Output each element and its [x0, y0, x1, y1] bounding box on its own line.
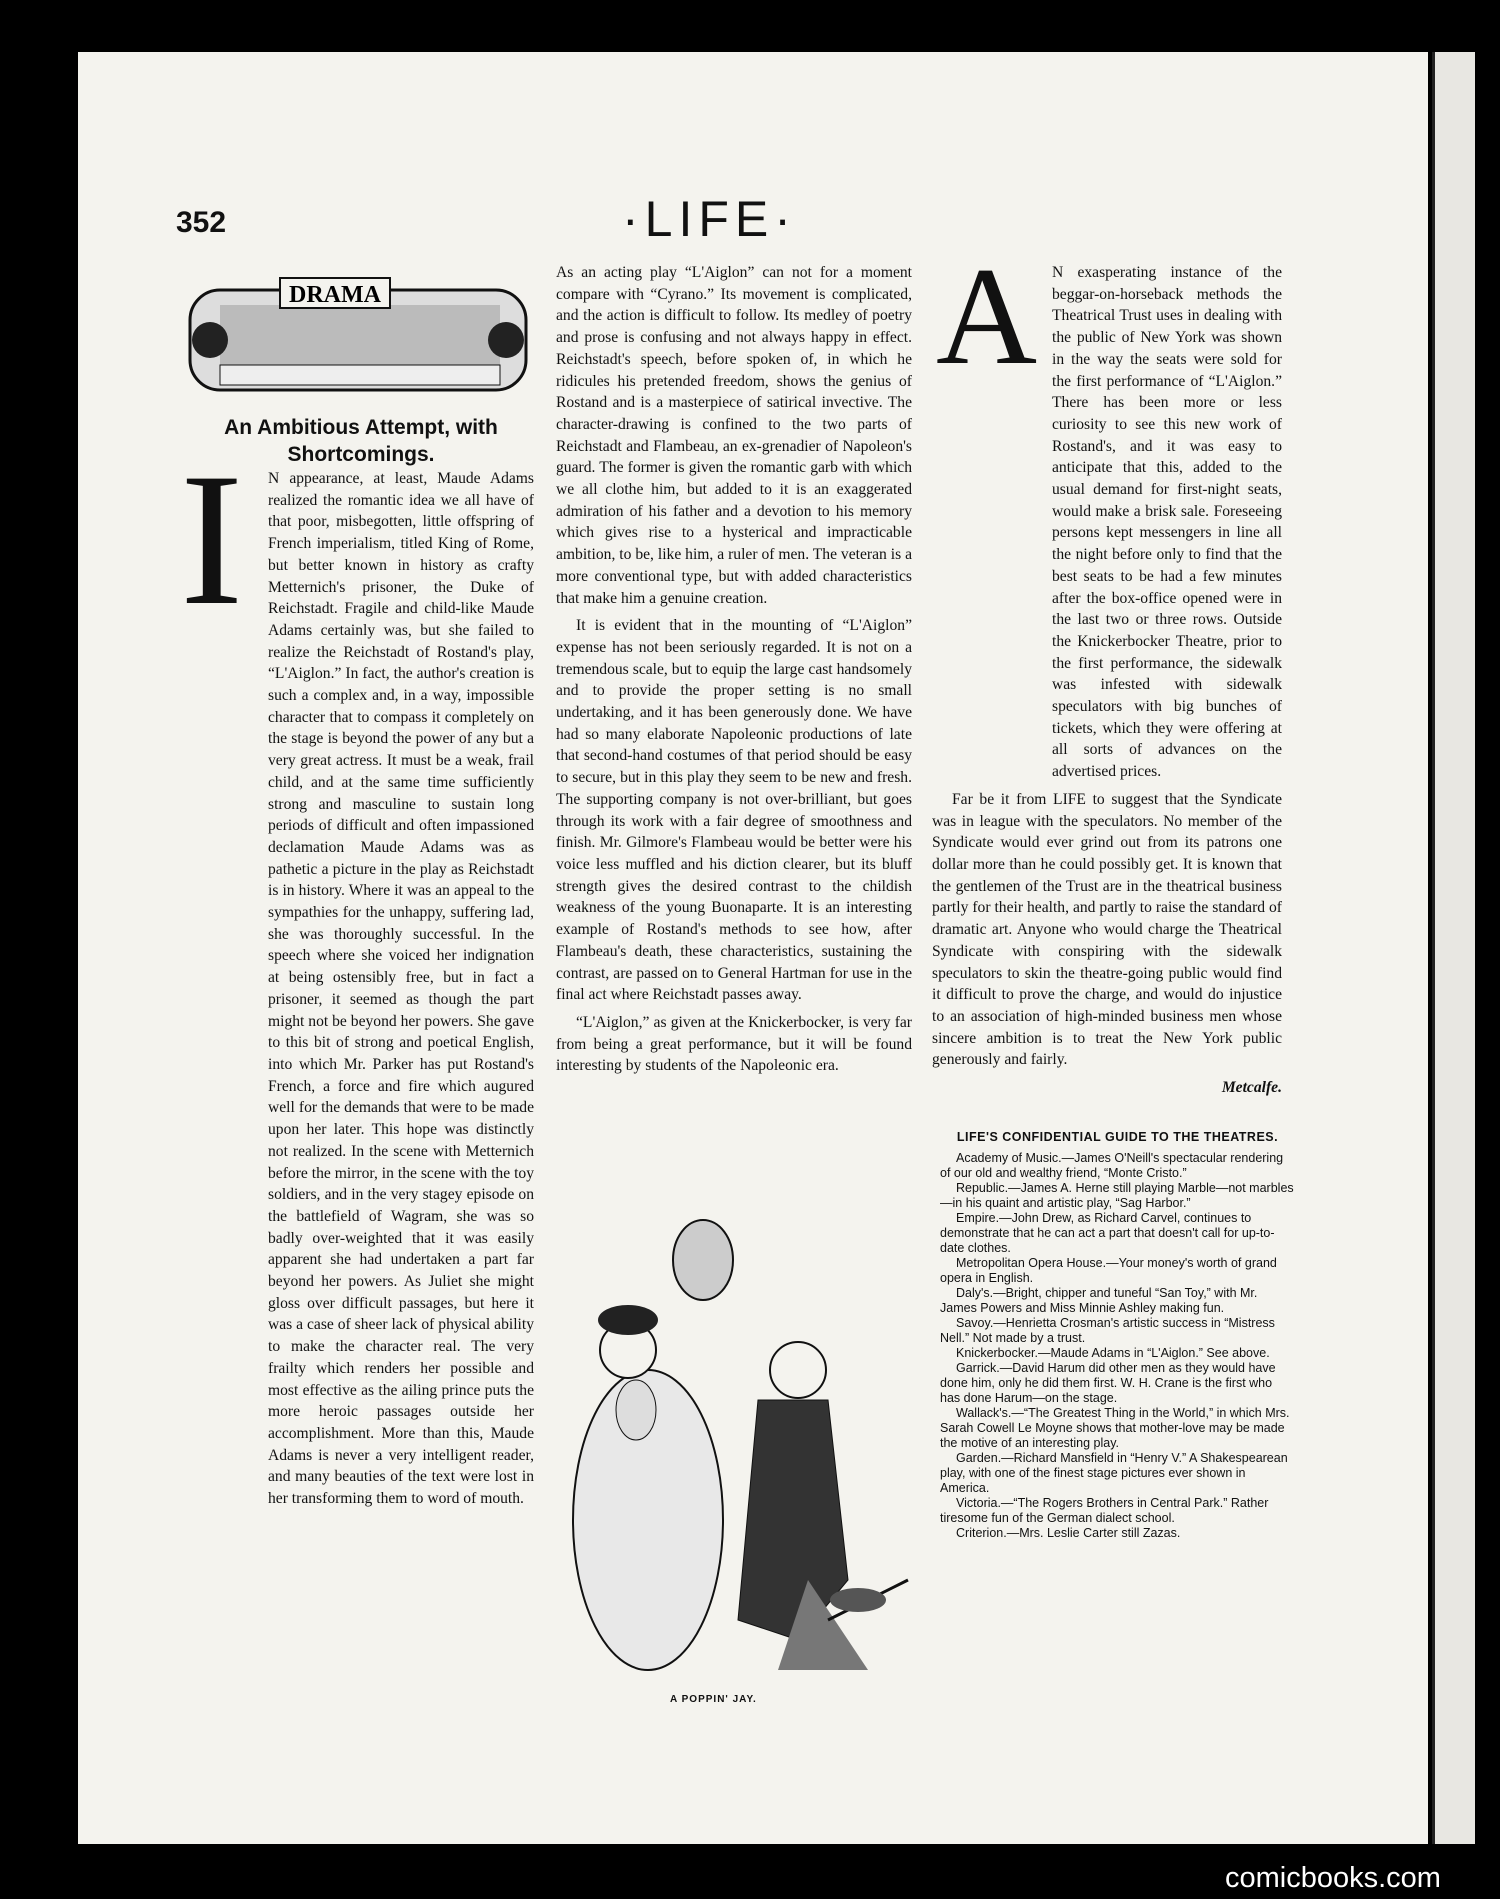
- illustration-caption: A POPPIN' JAY.: [670, 1694, 757, 1705]
- masthead: ·LIFE·: [622, 191, 797, 247]
- article-paragraph: As an acting play “L'Aiglon” can not for a moment compare with “Cyrano.” Its movement is complicated, and the action is difficult to follow. Its medley of poetry and prose is confusing and not always happy in effect. Reichstadt's speech, before spoken of, in which he ridicules his pretended freedom, shows the genius of Rostand and is a masterpiece of satirical invective. The character-drawing is confined to the two parts of Reichstadt and Flambeau, an ex-grenadier of Napoleon's guard. The former is given the romantic garb with which we all clothe him, but added to it is an exaggerated admiration of his father and a devotion to his memory which gives rise to a hysterical and impracticable ambition, to be, like him, a ruler of men. The veteran is a more conventional type, but with added characteristics that make him a genuine creation.: [556, 264, 912, 607]
- poppin-jay-illustration: [528, 1200, 918, 1700]
- guide-entry: Savoy.—Henrietta Crosman's artistic success in “Mistress Nell.” Not made by a trust.: [940, 1316, 1275, 1345]
- dropcap-a: A: [936, 239, 1038, 394]
- guide-entry: Republic.—James A. Herne still playing Marble—not marbles—in his quaint and artistic play, “Sag Harbor.”: [940, 1181, 1294, 1210]
- guide-entry: Academy of Music.—James O'Neill's spectacular rendering of our old and wealthy friend, “Monte Cristo.”: [940, 1151, 1284, 1180]
- theatre-guide: [940, 1130, 1295, 1541]
- dropcap-i: I: [180, 435, 244, 645]
- guide-entry: Garrick.—David Harum did other men as they would have done him, only he did them first. W. H. Crane is the first who has done Harum—on the stage.: [940, 1361, 1276, 1405]
- article-paragraph: Far be it from LIFE to suggest that the Syndicate was in league with the speculators. No member of the Syndicate would ever grind out from its patrons one dollar more than he could possibly get. It is known that the gentlemen of the Trust are in the theatrical business partly for their health, and partly to raise the standard of dramatic art. Anyone who would charge the Theatrical Syndicate with conspiring with the sidewalk speculators to skin the theatre-going public would find it difficult to prove the charge, and would do injustice to an association of high-minded business men whose sincere ambition is to treat the New York public generously and fairly.: [932, 790, 1282, 1069]
- watermark: comicbooks.com: [1225, 1862, 1441, 1894]
- page-number: 352: [176, 206, 227, 239]
- next-page-edge: [1432, 52, 1475, 1844]
- banner-label: DRAMA: [289, 282, 381, 308]
- guide-entry: Victoria.—“The Rogers Brothers in Central Park.” Rather tiresome fun of the German dialect school.: [940, 1496, 1269, 1525]
- article-paragraph: N appearance, at least, Maude Adams realized the romantic idea we all have of that poor, misbegotten, little offspring of French imperialism, titled King of Rome, but better known in history as crafty Metternich's prisoner, the Duke of Reichstadt. Fragile and child-like Maude Adams certainly was, but she failed to realize the Reichstadt of Rostand's play, “L'Aiglon.” In fact, the author's creation is such a complex and, in a way, impossible character that to compass it completely on the stage is beyond the power of any but a very great actress. It must be a weak, frail child, and at the same time sufficiently strong and masculine to sustain long periods of difficult and often impassioned declamation Maude Adams was as pathetic a picture in the play as Reichstadt is in history. Where it was an appeal to the sympathies for the unhappy, suffering lad, she was thoroughly successful. In the speech where she voiced her indignation at being ostensibly free, but in fact a prisoner, it seemed as though the part might not be beyond her powers. She gave to this bit of strong and poetical English, into which Mr. Parker has put Rostand's French, a force and fire which augured well for the demands that were to be made upon her later. This hope was distinctly not realized. In the scene with Metternich before the mirror, in the scene with the toy soldiers, and in the very stagey episode on the battlefield of Wagram, she was so badly over-weighted that it was easily apparent she had undertaken a part far beyond her powers. As Juliet she might gloss over difficult passages, but here it was a case of sheer lack of physical ability to make the character real. The very frailty which renders her possible and most effective as the ailing prince puts the more heroic passages outside her accomplishment. More than this, Maude Adams is never a very intelligent reader, and many beauties of the text were lost in her transforming them to word of mouth.: [268, 470, 534, 1508]
- guide-entry: Empire.—John Drew, as Richard Carvel, continues to demonstrate that he can act a part that doesn't call for up-to-date clothes.: [940, 1211, 1275, 1255]
- guide-title: LIFE'S CONFIDENTIAL GUIDE TO THE THEATRES.: [956, 1130, 1279, 1144]
- drama-banner-illustration: [180, 270, 536, 410]
- guide-entry: Knickerbocker.—Maude Adams in “L'Aiglon.” See above.: [956, 1346, 1270, 1360]
- author-signature: Metcalfe.: [1221, 1079, 1282, 1097]
- article-paragraph: N exasperating instance of the beggar-on-horseback methods the Theatrical Trust uses in dealing with the public of New York was shown in the way the seats were sold for the first performance of “L'Aiglon.” There has been more or less curiosity to see this new work of Rostand's, and it was easy to anticipate that this, added to the usual demand for first-night seats, would make a brisk sale. Foreseeing persons kept messengers in line all the night before only to find that the best seats to be had a few minutes after the box-office opened were in the last two or three rows. Outside the Knickerbocker Theatre, prior to the first performance, the sidewalk was infested with sidewalk speculators with big bunches of tickets, which they were offering at all sorts of advances on the advertised prices.: [1052, 264, 1282, 781]
- guide-entry: Daly's.—Bright, chipper and tuneful “San Toy,” with Mr. James Powers and Miss Minnie Ashley making fun.: [940, 1286, 1258, 1315]
- article-paragraph: “L'Aiglon,” as given at the Knickerbocker, is very far from being a great performance, but it will be found interesting by students of the Napoleonic era.: [556, 1013, 912, 1075]
- article-heading: An Ambitious Attempt, with Shortcomings.: [224, 416, 498, 466]
- guide-entry: Criterion.—Mrs. Leslie Carter still Zazas.: [956, 1526, 1181, 1540]
- guide-entry: Garden.—Richard Mansfield in “Henry V.” A Shakespearean play, with one of the finest stage pictures ever shown in America.: [940, 1451, 1288, 1495]
- column-2: [556, 262, 912, 1083]
- article-paragraph: It is evident that in the mounting of “L'Aiglon” expense has not been seriously regarded. It is not on a tremendous scale, but to equip the large cast handsomely and to provide the proper setting is no small undertaking, and it has been generously done. We have had so many elaborate Napoleonic productions of late that second-hand costumes of that period should be easy to secure, but in this play they seem to be new and fresh. The supporting company is not over-brilliant, but goes through its work with a fair degree of smoothness and finish. Mr. Gilmore's Flambeau would be better were his voice less muffled and his diction clearer, but its bluff strength gives the desired contrast to the childish weakness of the young Buonaparte. It is an interesting example of Rostand's methods to see how, after Flambeau's death, these characteristics, sustaining the contrast, are passed on to General Hartman for use in the final act where Reichstadt passes away.: [556, 617, 912, 1004]
- guide-entry: Wallack's.—“The Greatest Thing in the World,” in which Mrs. Sarah Cowell Le Moyne shows that mother-love may be made the motive of an interesting play.: [940, 1406, 1290, 1450]
- column-1: [186, 468, 534, 1516]
- guide-entry: Metropolitan Opera House.—Your money's worth of grand opera in English.: [940, 1256, 1277, 1285]
- column-3: [932, 262, 1282, 1099]
